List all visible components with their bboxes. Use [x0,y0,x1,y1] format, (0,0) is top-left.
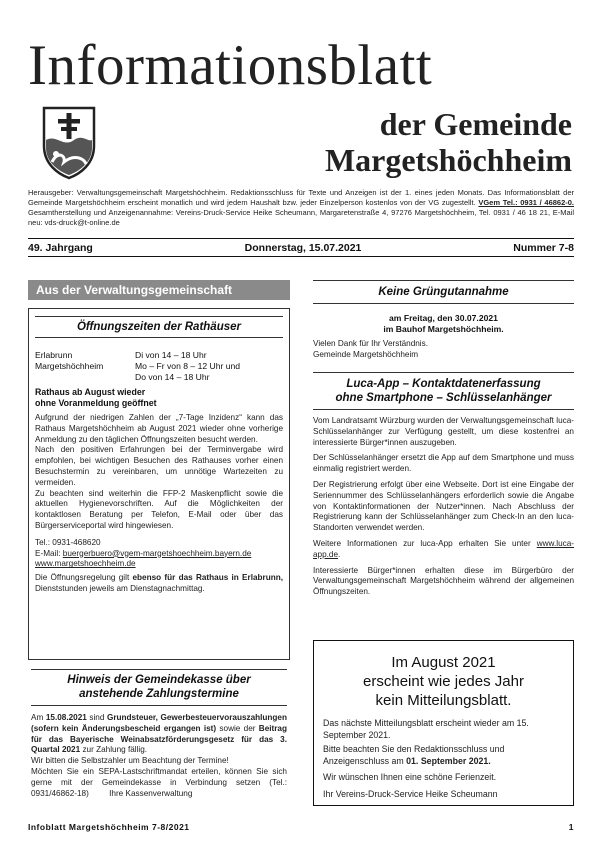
luca-para2: Der Schlüsselanhänger ersetzt die App auf dem Smartphone und muss einmalig registriert werden. [313,453,574,474]
website-link[interactable]: www.margetshoechheim.de [35,559,136,569]
issue-date: Donnerstag, 15.07.2021 [244,241,362,254]
luca-title-line2: ohne Smartphone – Schlüsselanhänger [335,392,552,404]
opening-hours-table [35,350,240,383]
kasse-title-line2: anstehende Zahlungstermine [79,688,239,700]
erlabrunn-note-bold: ebenso für das Rathaus in Erlabrunn, [132,573,283,583]
kasse-p1-bold1: Grundsteuer, Gewerbesteuervorauszahlungen (sofern kein Änderungsbescheid ergangen ist) [31,713,287,733]
opening-hours-title: Öffnungszeiten der Rathäuser [76,321,241,333]
publisher-phone: VGem Tel.: 0931 / 46862-0. [478,198,575,207]
hours-time: Mo – Fr von 8 – 12 Uhr und [135,361,241,371]
hours-place [35,372,135,383]
kasse-p3-text: Möchten Sie ein SEPA-Lastschriftmandat erteilen, können Sie sich gerne mit der Gemeindekasse in Verbindung setzen (Tel.: 0931/46862-18) [31,766,287,798]
issue-number: Nummer 7-8 [513,241,574,254]
erlabrunn-note-a: Die Öffnungsregelung gilt [35,573,130,583]
hours-place: Erlabrunn [35,350,73,360]
opening-hours-box [28,308,290,660]
notice-p2-text: Bitte beachten Sie den Redaktionsschluss und Anzeigenschluss am [323,744,505,766]
reopening-heading-line2: ohne Voranmeldung geöffnet [35,398,157,408]
kasse-p1-c: sowie der [219,723,256,733]
table-row [35,372,240,383]
luca-para4 [313,539,574,561]
notice-heading [314,641,573,710]
kasse-section [28,666,290,799]
notice-para3: Wir wünschen Ihnen eine schöne Ferienzeit. [323,772,497,782]
hours-time: Do von 14 – 18 Uhr [135,372,210,382]
masthead-title: Informationsblatt [28,34,433,97]
reopening-para1: Aufgrund der niedrigen Zahlen der „7-Tage Inzidenz“ kann das Rathaus Margetshöchheim ab August 2021 wieder ohne vorherige Anmeldung zu den täglichen Öffnungszeiten besucht werden. [35,413,283,444]
footer-title: Infoblatt Margetshöchheim 7-8/2021 [28,822,190,832]
kasse-p1-bold2: Beitrag für das Bayerische Weinabsatzförderungsgesetz für das 3. Quartal 2021 [31,723,287,755]
hours-time: Di von 14 – 18 Uhr [135,350,207,360]
gruengut-section [313,280,574,361]
notice-body [314,710,573,800]
masthead-subtitle-line2: Margetshöchheim [324,142,572,178]
gruengut-date-line1: am Freitag, den 30.07.2021 [389,313,498,323]
kasse-para2: Wir bitten die Selbstzahler um Beachtung der Termine! [31,756,229,766]
gruengut-date-line2: im Bauhof Margetshöchheim. [383,324,504,334]
issue-volume: 49. Jahrgang [28,241,93,254]
kasse-title-line1: Hinweis der Gemeindekasse über [67,674,251,686]
luca-para3: Der Registrierung erfolgt über eine Webseite. Dort ist eine Eingabe der Seriennummer des Schlüsselanhängers erforderlich sowie die Angabe von Kontaktinformationen der Nutzer*innen. Nach Abschluss der Registrierung kann der Schlüsselanhänger zum Check-In an den luca-Standorten verwendet werden. [313,479,574,533]
page-number: 1 [568,822,574,832]
kasse-para1 [31,713,287,756]
hours-place: Margetshöchheim [35,361,104,371]
notice-para1: Das nächste Mitteilungsblatt erscheint wieder am 15. September 2021. [323,718,529,740]
gruengut-date [313,313,574,335]
kasse-p1-b: sind [89,713,105,722]
luca-para5: Interessierte Bürger*innen erhalten diese im Bürgerbüro der Verwaltungsgemeinschaft Margetshöchheim während der allgemeinen Öffnungszeiten. [313,565,574,597]
email-link[interactable]: buergerbuero@vgem-margetshoechheim.bayern.de [62,548,252,558]
section-header: Aus der Verwaltungsgemeinschaft [28,280,290,300]
table-row [35,350,240,361]
notice-p2-date: 01. September 2021. [406,755,491,766]
notice-heading-line3: kein Mitteilungsblatt. [375,692,512,709]
gruengut-signature: Gemeinde Margetshöchheim [313,349,419,359]
publisher-text-before: Herausgeber: Verwaltungsgemeinschaft Margetshöchheim. Redaktionsschluss für Texte und Anzeigen ist der 1. eines jeden Monats. Das Informationsblatt der Gemeinde Margetshöchheim erscheint monatlich und wird jedem Haushalt bzw. jeder Einzelperson kostenlos von der VG zugestellt. [28,188,574,207]
luca-website-link[interactable]: www.luca-app.de [313,538,575,559]
reopening-para3: Zu beachten sind weiterhin die FFP-2 Maskenpflicht sowie die aktuellen Hygienevorschriften. Auf die Möglichkeiten der kontaktlosen Beratung per Telefon, E-Mail oder über das Bürgerserviceportal wird hingewiesen. [35,488,283,530]
gruengut-title: Keine Grüngutannahme [378,286,509,298]
august-notice-box [313,640,574,806]
publisher-text-after: Gesamtherstellung und Anzeigenannahme: Vereins-Druck-Service Heike Scheumann, Margaretenstraße 4, 97276 Margetshöchheim, Tel. 0931 / 46 18 21, E-Mail neu: vds-druck@t-online.de [28,208,574,227]
notice-para2 [323,744,564,767]
luca-title [313,377,574,405]
gruengut-thanks: Vielen Dank für Ihr Verständnis. [313,339,428,348]
page-footer [28,822,574,832]
reopening-heading-line1: Rathaus ab August wieder [35,387,146,397]
luca-para1: Vom Landratsamt Würzburg wurden der Verwaltungsgemeinschaft luca-Schlüsselanhänger zur Verfügung gestellt, um diese kostenfrei an interessierte Bürger*innen auszugeben. [313,416,574,447]
issue-bar [28,238,574,257]
kasse-p1-d: zur Zahlung fällig. [82,745,148,755]
luca-section [313,372,574,598]
kasse-para3 [31,767,287,799]
erlabrunn-note [35,573,283,595]
email-label: E-Mail: [35,548,61,558]
contact-phone: Tel.: 0931-468620 [35,537,101,547]
kasse-title [31,673,287,701]
contact-email-line [35,549,283,560]
kasse-p1-a: Am [31,713,44,722]
table-row [35,361,240,372]
notice-heading-line2: erscheint wie jedes Jahr [363,673,524,690]
kasse-p1-date: 15.08.2021 [45,713,87,722]
luca-p4-text: Weitere Informationen zur luca-App erhalten Sie unter [313,538,531,548]
luca-title-line1: Luca-App – Kontaktdatenerfassung [346,378,541,390]
reopening-heading [35,387,283,409]
masthead-subtitle-line1: der Gemeinde [379,106,572,142]
notice-heading-line1: Im August 2021 [391,654,496,671]
municipal-crest-icon [40,104,98,180]
erlabrunn-note-b: Dienststunden jeweils am Dienstagnachmittag. [35,583,205,593]
notice-signature: Ihr Vereins-Druck-Service Heike Scheumann [323,788,498,799]
publisher-info [28,188,574,228]
reopening-para2: Nach den positiven Erfahrungen bei der Terminvergabe wird empfohlen, bei wichtigen Besuchen des Rathauses vorher einen Besuchstermin zu vereinbaren, um unnötige Wartezeiten zu vermeiden. [35,445,283,487]
kasse-signature: Ihre Kassenverwaltung [109,788,193,798]
luca-p4-period: . [338,549,341,559]
